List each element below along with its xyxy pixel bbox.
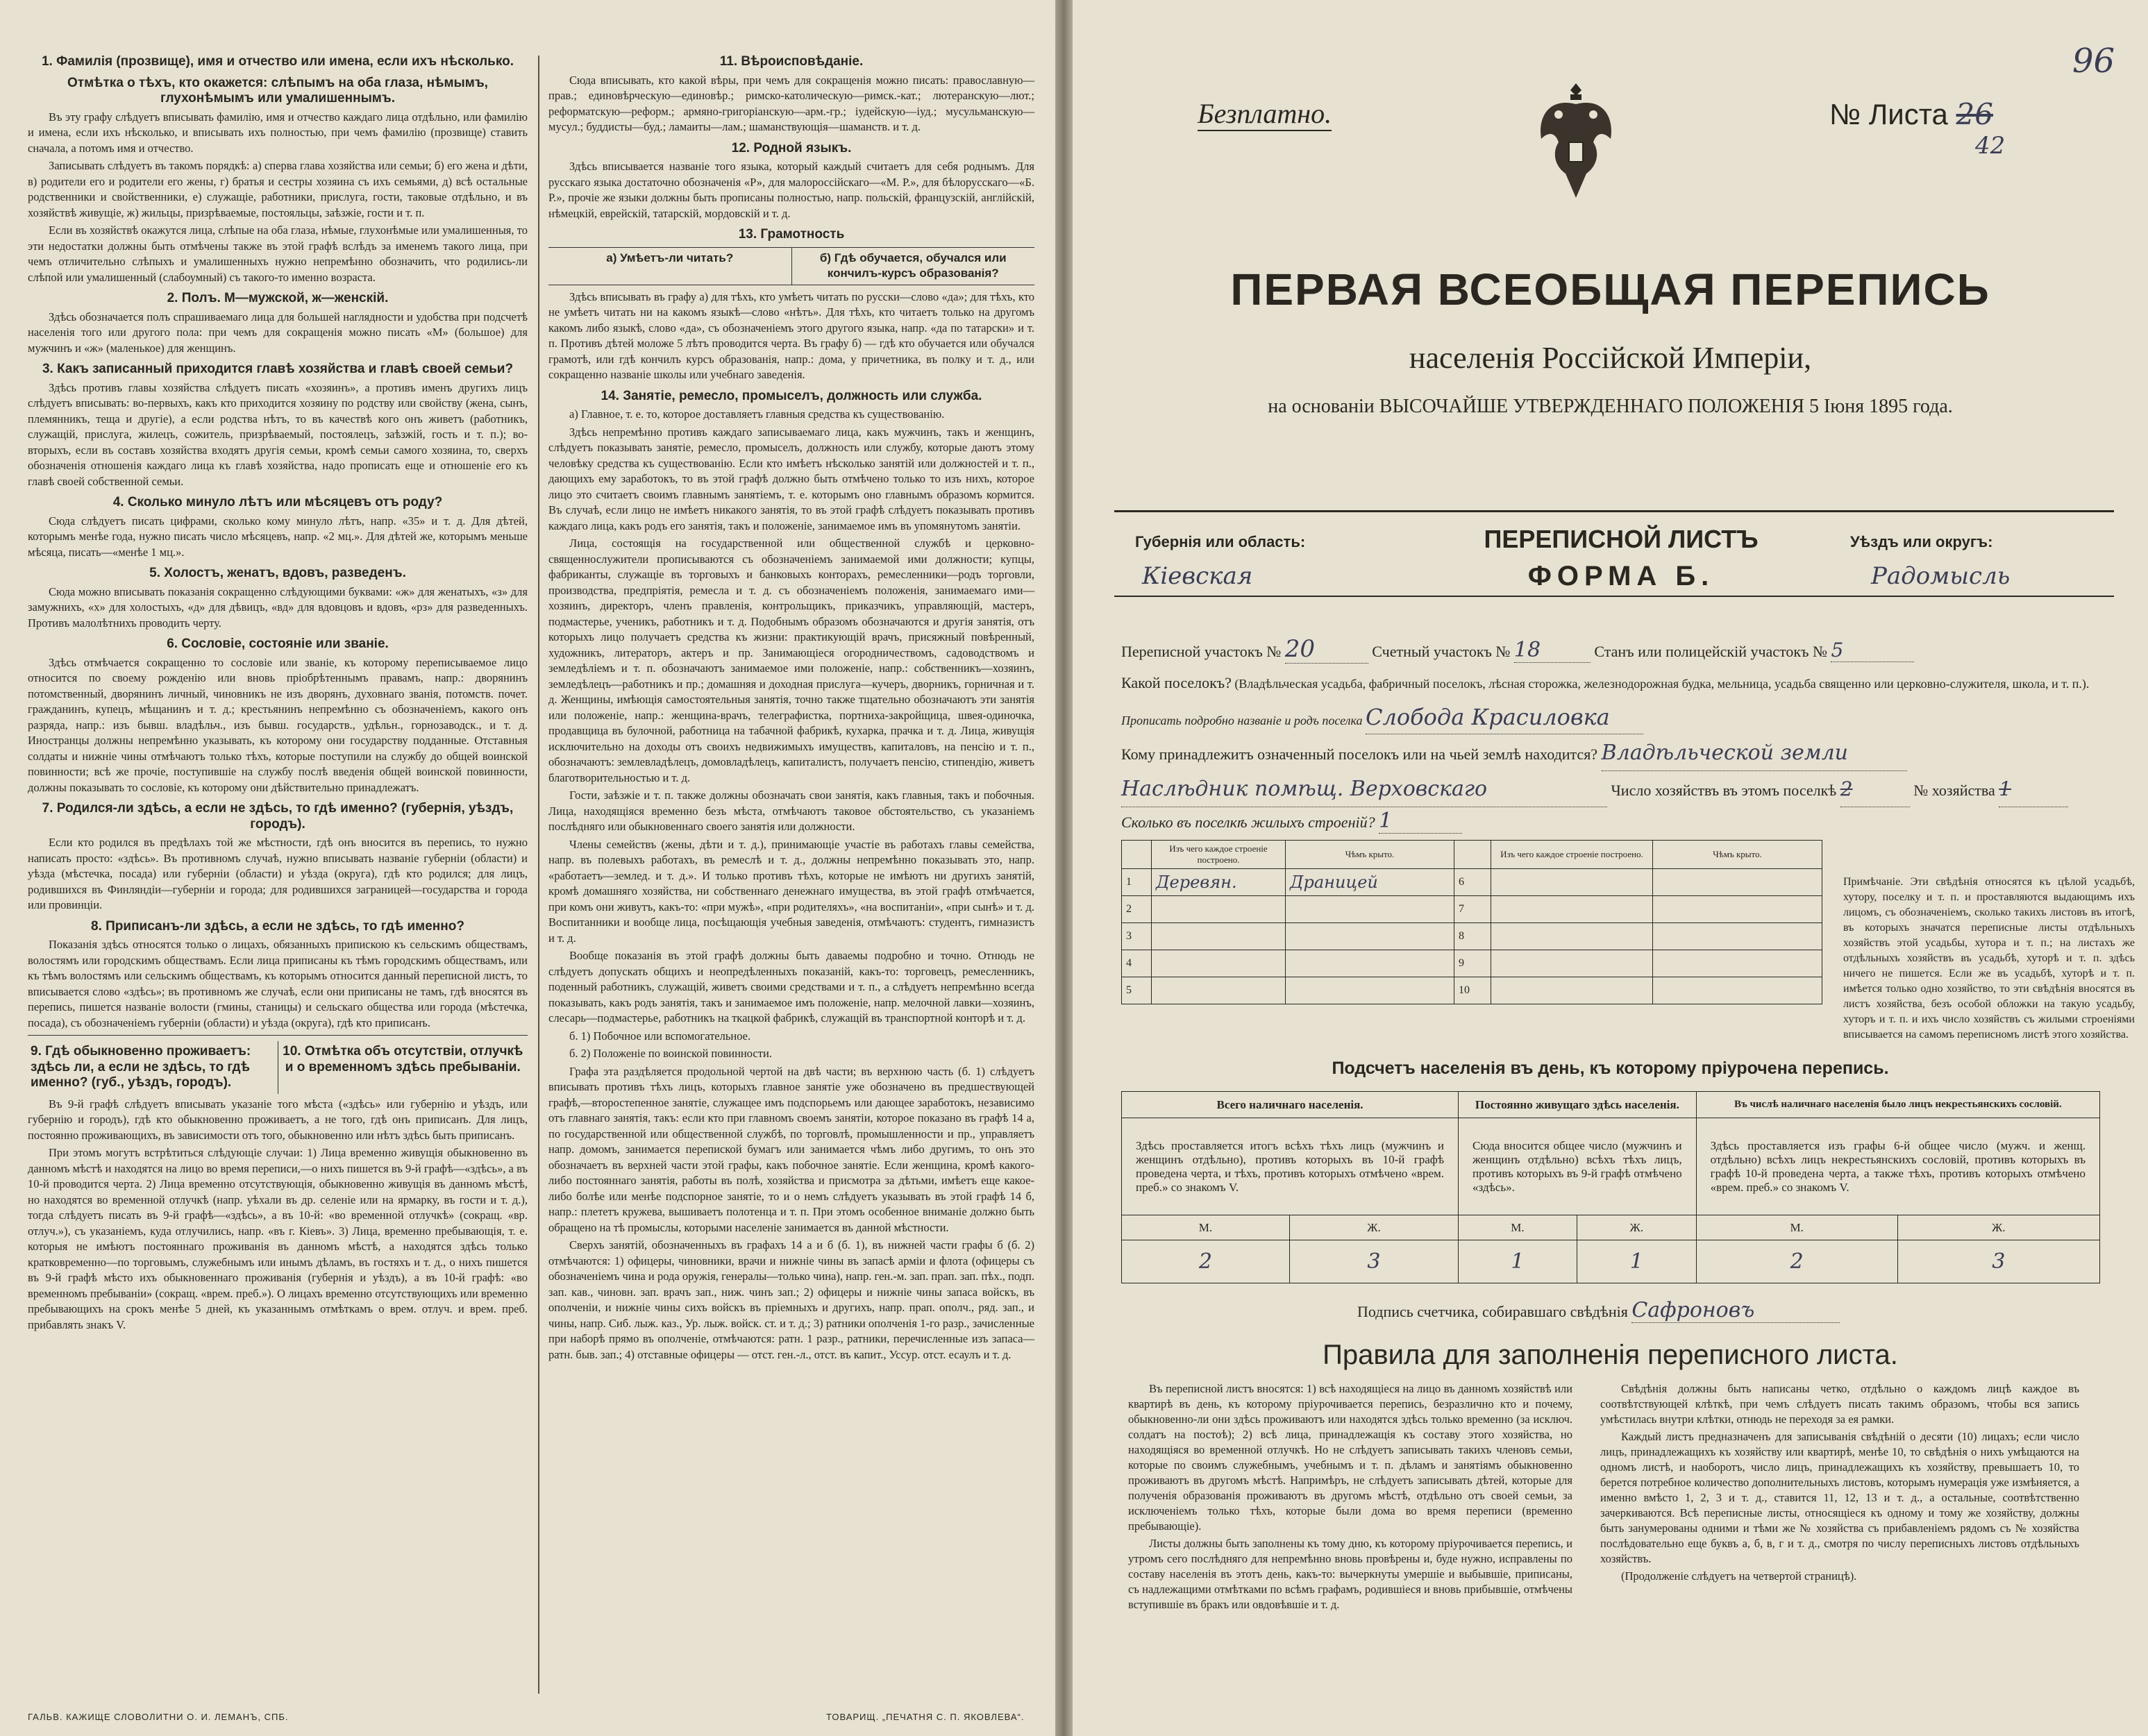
population-count-table xyxy=(1121,1091,2100,1283)
paragraph: Сюда можно вписывать показанія сокращенно слѣдующими буквами: «ж» для женатыхъ, «з» для замужнихъ, «х» для холостыхъ, «д» для дѣвицъ, «вд» для вдовцовъ и вдовъ, «рз» для разведенныхъ. Противъ малолѣтнихъ проводить черту. xyxy=(28,584,528,630)
building-material xyxy=(1152,977,1286,1004)
sheet-number-label: № Листа xyxy=(1829,98,1948,130)
rules-paragraph: Въ переписной листъ вносятся: 1) всѣ находящіеся на лицо въ данномъ хозяйствѣ или квартирѣ въ день, къ которому пріурочивается перепись, безразлично кто и почему, обыкновенно-ли они здѣсь проживаютъ или находятся здѣсь только временно (за исключ. солдатъ на постоѣ); 2) всѣ лица, принадлежащія къ составу этого хозяйства, но находящіяся во временной отлучкѣ. Но не слѣдуетъ записывать такихъ членовъ семьи, которые по своимъ служебнымъ, учебнымъ и т. п. дѣламъ и занятіямъ обыкновенно проживаютъ въ другомъ мѣстѣ. Напримѣръ, не слѣдуетъ записывать дѣтей, которые для полученія образованія проживаютъ въ другомъ мѣстѣ, отдѣльно отъ своей семьи, за исключеніемъ только тѣхъ, которые были дома во время переписи (временно пребывающіе). xyxy=(1128,1382,1572,1533)
count-text-total: Здѣсь проставляется итогъ всѣхъ тѣхъ лицъ (мужчинъ и женщинъ отдѣльно), противъ которыхъ въ 10-й графѣ проведена черта, и тѣхъ, противъ которыхъ отмѣчено «врем. преб.» со знакомъ V. xyxy=(1122,1118,1459,1215)
paragraph: Въ эту графу слѣдуетъ вписывать фамилію, имя и отчество каждаго лица отдѣльно, или фамилію и имена, если ихъ нѣсколько, и вписывать ихъ полностью, при чемъ фамилію (прозвище) ставить сначала, а потомъ имя и отчество. xyxy=(28,110,528,155)
hoz-no-label: № хозяйства xyxy=(1913,782,1995,799)
count-head-permanent: Постоянно живущаго здѣсь населенія. xyxy=(1459,1092,1697,1118)
hoz-count-value: 2 xyxy=(1840,772,1910,807)
rules-paragraph: Каждый листъ предназначенъ для записыванія свѣдѣній о десяти (10) лицахъ; если число лицъ, принадлежащихъ къ хозяйству или квартирѣ, менѣе 10, то свѣдѣнія о нихъ умѣщаются на одномъ листѣ, и наоборотъ, число лицъ, принадлежащихъ къ хозяйству, превышаетъ 10, то берется потребное количество дополнительныхъ листовъ, которымъ нумерація уже измѣняется, а именно вмѣсто 1, 2, 3 и т. д., ставится 11, 12, 13 и т. д., а остальные, соотвѣтственно зачеркиваются. Всѣ переписные листы, относящіеся къ одному и тому же хозяйству, должны быть занумерованы одними и тѣми же № хозяйства съ прибавленіемъ рядомъ съ № хозяйства послѣдовательно еще буквъ а, б, в, г и т. д., смотря по числу переписныхъ листовъ отдѣльныхъ хозяйствъ. xyxy=(1600,1430,2079,1565)
double-headed-eagle-emblem xyxy=(1534,76,1618,215)
rules-column-1 xyxy=(1128,1381,1572,1615)
instructions-column-2 xyxy=(548,49,1034,1365)
roof-header: Чѣмъ крыто. xyxy=(1286,841,1454,869)
buildings-line xyxy=(1121,809,1462,834)
paragraph: Записывать слѣдуетъ въ такомъ порядкѣ: а) сперва глава хозяйства или семьи; б) его жена и дѣти, в) родители его и родители его жены, г) братья и сестры хозяина съ ихъ семьями, д) всѣ остальные родственники и свойственники, е) служащіе, работники, прислуга, гости, таковые отдѣльно, и въ хозяйствѣ живущіе, ж) жильцы, призрѣваемые, постояльцы, заѣзжіе, гости и т. п. xyxy=(28,159,528,219)
building-material-header: Изъ чего каждое строеніе построено. xyxy=(1491,841,1653,869)
paragraph: б. 1) Побочное или вспомогательное. xyxy=(569,1029,751,1043)
paragraph: Здѣсь вписывать въ графу а) для тѣхъ, кто умѣетъ читать по русски—слово «да»; для тѣхъ, кто не умѣетъ читать ни на какомъ языкѣ—слово «нѣтъ». Для тѣхъ, кто читаетъ только на другомъ какомъ либо языкѣ, слово «да», съ обозначеніемъ этого другого языка, напр. «да по татарски» и т. п. Противъ дѣтей моложе 5 лѣтъ проводится черта. Въ графу б) — гдѣ кто обучается или обучался грамотѣ, или гдѣ кончилъ курсъ образованія, напр.: дома, у причетника, въ полку и т. д., или сокращенно названіе школы или учебнаго заведенія. xyxy=(548,289,1034,381)
building-material-header: Изъ чего каждое строеніе построено. xyxy=(1152,841,1286,869)
book-gutter xyxy=(1055,0,1073,1736)
signature-value: Сафроновъ xyxy=(1631,1298,1840,1323)
building-number: 3 xyxy=(1122,923,1152,950)
section-heading: 6. Сословіе, состояніе или званіе. xyxy=(167,637,389,651)
section-heading: 7. Родился-ли здѣсь, а если не здѣсь, то гдѣ именно? (губернія, уѣздъ, городъ). xyxy=(42,801,514,832)
signature-label: Подпись счетчика, собиравшаго свѣдѣнія xyxy=(1357,1303,1628,1320)
literacy-a-heading: а) Умѣетъ-ли читать? xyxy=(548,248,792,285)
paragraph: Гости, заѣзжіе и т. п. также должны обозначать свои занятія, какъ главныя, такъ и побочныя. Лица, находящіяся временно безъ мѣста, отмѣчаютъ таковое обстоятельство, съ указаніемъ послѣдняго или обыкновеннаго своего занятія или должности. xyxy=(548,789,1034,833)
free-label: Безплатно. xyxy=(1198,97,1332,131)
building-roof xyxy=(1286,950,1454,977)
building-roof xyxy=(1286,896,1454,923)
enumerator-signature-line xyxy=(1357,1298,1840,1323)
building-material xyxy=(1152,923,1286,950)
census-subtitle: населенія Россійской Имперіи, xyxy=(1409,341,1812,375)
section-heading: 2. Полъ. М—мужской, ж—женскій. xyxy=(167,291,389,305)
owner-value-2: Наслѣдник помѣщ. Верховскаго xyxy=(1121,772,1607,807)
paragraph: а) Главное, т. е. то, которое доставляетъ главныя средства къ существованію. xyxy=(569,407,945,421)
poselok-hint-2: Прописать подробно названіе и родъ поселка xyxy=(1121,714,1363,727)
rules-paragraph: Свѣдѣнія должны быть написаны четко, отдѣльно о каждомъ лицѣ каждое въ соотвѣтствующей клѣткѣ, при чемъ слѣдуетъ писать такимъ образомъ, чтобы вся запись умѣстилась внутри клѣтки, отнюдь не переходя за ея рамки. xyxy=(1600,1382,2079,1426)
building-roof xyxy=(1286,977,1454,1004)
building-material xyxy=(1152,896,1286,923)
hoz-no-value: 1 xyxy=(1999,772,2068,807)
building-number: 9 xyxy=(1454,950,1491,977)
literacy-b-heading: б) Гдѣ обучается, обучался или кончилъ-курсъ образованія? xyxy=(819,251,1007,280)
paragraph: Здѣсь обозначается полъ спрашиваемаго лица для большей наглядности и удобства при подсчетѣ населенія того или другого пола: при чемъ для сокращенія можно писать «М» (большое) для мужчинъ и «ж» (маленькое) для женщинъ. xyxy=(28,310,528,355)
table-corner xyxy=(1454,841,1491,869)
building-number: 10 xyxy=(1454,977,1491,1004)
rules-title: Правила для заполненія переписного листа. xyxy=(1323,1340,1898,1370)
poselok-value: Слобода Красиловка xyxy=(1366,700,1643,734)
count-nonpeasant-zh: 3 xyxy=(1897,1240,2099,1283)
section-heading: 8. Приписанъ-ли здѣсь, а если не здѣсь, то гдѣ именно? xyxy=(91,918,464,934)
building-row xyxy=(1122,869,1822,896)
section-heading: 4. Сколько минуло лѣтъ или мѣсяцевъ отъ роду? xyxy=(112,495,443,509)
population-count-title: Подсчетъ населенія въ день, къ которому пріурочена перепись. xyxy=(1332,1059,1889,1078)
building-row xyxy=(1122,977,1822,1004)
uchastok-label: Переписной участокъ № xyxy=(1121,643,1282,660)
form-code: ФОРМА Б. xyxy=(1527,561,1715,591)
instructions-column-1 xyxy=(28,49,528,1335)
count-zh-label: Ж. xyxy=(1897,1215,2099,1240)
count-m-label: М. xyxy=(1122,1215,1290,1240)
buildings-note: Примѣчаніе. Эти свѣдѣнія относятся къ цѣлой усадьбѣ, хутору, поселку и т. п. и проставляются выдающимъ ихъ лицомъ, съ обозначеніемъ, сколько такихъ листовъ въ итогѣ, въ которыхъ значатся переписные листы отдѣльныхъ хозяйствъ этой усадьбы, хутора и т. п.; на листахъ же отдѣльныхъ хозяйствъ въ усадьбѣ, хуторѣ и т. п. здѣсь ничего не пишется. Если же въ усадьбѣ, хуторѣ и т. п. имѣется только одно хозяйство, то эти свѣдѣнія вносятся въ листъ хозяйства, безъ особой обложки на такую усадьбу, хуторъ и т. п. и ихъ число хозяйствъ съ жилыми строеніями вписывается на самомъ переписномъ листѣ этого хозяйства. xyxy=(1843,876,2135,1040)
paragraph: Если въ хозяйствѣ окажутся лица, слѣпые на оба глаза, нѣмые, глухонѣмые или умалишенныя, то эти недостатки должны быть отмѣчены также въ этой графѣ вслѣдъ за именемъ такого лица, при чемъ отличительно слѣпыхъ и умалишенныхъ нужно непремѣнно обозначить, что родились-ли слѣпой или умалишенный (слабоумный) съ такого-то именно возраста. xyxy=(28,224,528,284)
section-heading: 11. Вѣроисповѣданіе. xyxy=(719,54,864,69)
building-number: 4 xyxy=(1122,950,1152,977)
section-heading: 13. Грамотность xyxy=(738,227,845,242)
building-material xyxy=(1491,896,1653,923)
paragraph: Вообще показанія въ этой графѣ должны быть даваемы подробно и точно. Отнюдь не слѣдуетъ допускать общихъ и неопредѣленныхъ показаній, какъ-то: торговецъ, ремесленникъ, поденный работникъ, служащій, живетъ своими средствами и т. п., а слѣдуетъ непремѣнно всегда показывать, какъ родъ занятія, такъ и занимаемое имъ положеніе, напр. мелочной лавки—хозяинъ, слесарь—подмастерье, работникъ на ткацкой фабрикѣ, служащій въ транспортной конторѣ и т. д. xyxy=(548,949,1034,1025)
poselok-label: Какой поселокъ? xyxy=(1121,674,1232,691)
building-row xyxy=(1122,923,1822,950)
building-material xyxy=(1491,869,1653,896)
section-heading: 5. Холостъ, женатъ, вдовъ, разведенъ. xyxy=(149,566,406,580)
census-basis: на основаніи ВЫСОЧАЙШЕ УТВЕРЖДЕННАГО ПОЛОЖЕНІЯ 5 Іюня 1895 года. xyxy=(1268,396,1953,417)
residence-absence-headings xyxy=(28,1035,528,1097)
building-roof xyxy=(1286,923,1454,950)
imprint-right: ТОВАРИЩ. „ПЕЧАТНЯ С. П. ЯКОВЛЕВА“. xyxy=(826,1712,1025,1722)
roof-header: Чѣмъ крыто. xyxy=(1653,841,1822,869)
section-heading: 14. Занятіе, ремесло, промыселъ, должность или служба. xyxy=(601,388,982,403)
buildings-table xyxy=(1121,840,1822,1004)
paragraph: Здѣсь непремѣнно противъ каждаго записываемаго лица, какъ мужчинъ, такъ и женщинъ, слѣдуетъ показывать занятіе, ремесло, промыселъ, должность или службу, которые даютъ этому человѣку средства къ существованію. Если кто имѣетъ нѣсколько занятій или должностей и т. п., дающихъ ему заработокъ, то въ этой графѣ должно быть отмѣчено только то изъ нихъ, которое лицо это считаетъ своимъ главнымъ занятіемъ, т. е. которымъ оно главнымъ образомъ кормится. Въ случаѣ, если лицо не имѣетъ никакого занятія, то въ этой графѣ слѣдуетъ показывать противъ каждаго лица, какъ родъ его занятія, такъ и положеніе, занимаемое имъ въ упомянутомъ занятіи. xyxy=(548,425,1034,532)
building-roof: Драницей xyxy=(1286,869,1454,896)
column-divider xyxy=(538,56,539,1694)
count-m-label: М. xyxy=(1696,1215,1897,1240)
rules-paragraph: (Продолженіе слѣдуетъ на четвертой страницѣ). xyxy=(1621,1569,1857,1583)
paragraph: б. 2) Положеніе по воинской повинности. xyxy=(569,1047,772,1060)
owner-label: Кому принадлежитъ означенный поселокъ или на чьей землѣ находится? xyxy=(1121,745,1598,763)
building-roof xyxy=(1653,869,1822,896)
form-header-box xyxy=(1114,510,2114,597)
gubernia-label: Губернія или область: xyxy=(1135,533,1306,550)
residence-heading: 9. Гдѣ обыкновенно проживаетъ: здѣсь ли, а если не здѣсь, то гдѣ именно? (губ., уѣздъ, городъ). xyxy=(28,1041,278,1094)
count-permanent-m: 1 xyxy=(1459,1240,1577,1283)
building-material xyxy=(1491,977,1653,1004)
uchastok-line xyxy=(1121,635,1914,664)
uchastok-value: 20 xyxy=(1285,635,1368,664)
count-zh-label: Ж. xyxy=(1577,1215,1696,1240)
sheet-number-handwritten: 26 xyxy=(1956,97,1993,131)
count-head-nonpeasant: Въ числѣ наличнаго населенія было лицъ некрестьянскихъ сословій. xyxy=(1696,1092,2099,1118)
gubernia-value: Кіевская xyxy=(1142,562,1253,590)
building-number: 7 xyxy=(1454,896,1491,923)
count-m-label: М. xyxy=(1459,1215,1577,1240)
building-row xyxy=(1122,950,1822,977)
building-row xyxy=(1122,896,1822,923)
sheet-number xyxy=(1829,97,2006,160)
buildings-value: 1 xyxy=(1379,809,1462,834)
imprint-left: ГАЛЬВ. КАЖИЩЕ СЛОВОЛИТНИ О. И. ЛЕМАНЪ, СПБ. xyxy=(28,1712,289,1722)
paragraph: Сюда вписывать, кто какой вѣры, при чемъ для сокращенія можно писать: православную—прав.; единовѣрческую—единовѣр.; римско-католическую—римск.-кат.; лютеранскую—лют.; реформатскую—реформ.; армяно-григоріанскую—арм.-гр.; іудейскую—іуд.; мусульманскую—мусул.; буддисты—буд.; ламаиты—лам.; шаманствующія—шаманств. и т. д. xyxy=(548,73,1034,133)
section-heading: Отмѣтка о тѣхъ, кто окажется: слѣпымъ на оба глаза, нѣмымъ, глухонѣмымъ или умалишеннымъ. xyxy=(67,75,488,106)
building-roof xyxy=(1653,923,1822,950)
section-heading: 1. Фамилія (прозвище), имя и отчество или имена, если ихъ нѣсколько. xyxy=(41,54,514,69)
building-number: 1 xyxy=(1122,869,1152,896)
paragraph: Здѣсь вписывается названіе того языка, который каждый считаетъ для себя роднымъ. Для русскаго языка достаточно обозначенія «Р», для малороссійскаго—«М. Р.», для бѣлорусскаго—«Б. Р.», прочіе же языки должны быть прописаны полностью, напр. польскій, французскій, англійскій, нѣмецкій, еврейскій, татарскій, мордовскій и т. д. xyxy=(548,160,1034,220)
paragraph: Члены семействъ (жены, дѣти и т. д.), принимающіе участіе въ работахъ главы семейства, напр. въ полевыхъ работахъ, въ ремеслѣ и т. д., должны непремѣнно показывать это, напр. «работаетъ—землед. и т. д.». И только противъ тѣхъ, которые не имѣютъ ни другихъ занятій, кромѣ домашняго хозяйства, ни собственнаго денежнаго имущества, въ этой графѣ отмѣчается, при комъ они живутъ, какъ-то: «при мужѣ», «при родителяхъ», «на воспитаніи», «при сынѣ» и т. д. Воспитанники и вообще лица, посѣщающія учебныя заведенія, отмѣчаютъ: студентъ, гимназистъ и т. д. xyxy=(548,837,1034,945)
count-permanent-zh: 1 xyxy=(1577,1240,1696,1283)
left-page xyxy=(0,0,1055,1736)
paragraph: Показанія здѣсь относятся только о лицахъ, обязанныхъ припискою къ сельскимъ обществамъ, волостямъ или городскимъ обществамъ. Если лица приписаны къ тѣмъ городскимъ обществамъ, или къ тѣмъ волостямъ или сельскимъ обществамъ, къ которымъ относится данный переписной листъ, то вписывается слово «здѣсь»; въ противномъ же случаѣ, если они приписаны не тамъ, гдѣ вносятся въ перепись, пишется названіе волости (гмины, станицы) и сельскаго общества или города (мѣстечка, посада), съ обозначеніемъ губерніи (области) и уѣзда (округа), гдѣ кто приписанъ. xyxy=(28,938,528,1029)
poselok-hint: (Владѣльческая усадьба, фабричный поселокъ, лѣсная сторожка, железнодорожная будка, мельница, усадьба священно или церковно-служителя, школа, и т. п.). xyxy=(1234,677,2090,691)
owner-block xyxy=(1121,736,2121,808)
rules-column-2 xyxy=(1600,1381,2079,1586)
building-number: 6 xyxy=(1454,869,1491,896)
census-title: ПЕРВАЯ ВСЕОБЩАЯ ПЕРЕПИСЬ xyxy=(1230,264,1990,314)
paragraph: Лица, состоящія на государственной или общественной службѣ и церковно-священнослужители прописываются съ обозначеніемъ занимаемой ими должности; купцы, фабриканты, служащіе въ торговыхъ и банковыхъ конторахъ, ремесленники—родъ торговли, производства, предпріятія, ремесла и т. д. съ обозначеніемъ положенія, занимаемаго ими—хозяинъ, директоръ, членъ правленія, контрольщикъ, приказчикъ, управляющій, мастеръ, подмастерье, ученикъ, работникъ и т. д. Подобнымъ образомъ обозначаются и другія занятія, отъ которыхъ лицо получаетъ средства къ жизни: практикующій врачъ, присяжный повѣренный, художникъ, литераторъ, актеръ и пр. Занимающіеся огородничествомъ, садоводствомъ и земледѣліемъ и т. п. обозначаютъ занимаемое ими положеніе, напр.: собственникъ—хозяинъ, земледѣлецъ—работникъ и пр.; домашняя и доходная прислуга—кучеръ, дворникъ, горничная и т. д. Женщины, имѣющія самостоятельныя занятія, точно также тщательно обозначаютъ эти занятія или положеніе, напр.: женщина-врачъ, телеграфистка, портниха-закройщица, швея-одиночка, продавщица въ булочной, работница на табачной фабрикѣ, кухарка, прачка и т. д. Лица, живущія исключительно на доходы отъ своихъ недвижимыхъ имуществъ, капиталовъ, на пенсію и т. п., обозначаютъ: землевладѣлецъ, домовладѣлецъ, капиталистъ, получаетъ пенсію, стипендію, живетъ благотворительностью и т. д. xyxy=(548,537,1034,784)
count-nonpeasant-m: 2 xyxy=(1696,1240,1897,1283)
building-number: 5 xyxy=(1122,977,1152,1004)
paragraph: Здѣсь противъ главы хозяйства слѣдуетъ писать «хозяинъ», а противъ именъ другихъ лицъ слѣдуетъ вписывать: во-первыхъ, какъ кто приходится хозяину по родству или свойству (жена, сынъ, племянникъ, теща и другіе), а если родства нѣтъ, то въ качествѣ кого онъ живетъ (работникъ, служащій, прислуга, жилецъ, сожитель, призрѣваемый, постоялецъ, заѣзжій, гость и т. п.); во-вторыхъ, если въ составъ хозяйства входятъ другія семьи, кромѣ семьи самого хозяина, то, сверхъ обозначенія отношенія каждаго лица къ главѣ хозяйства, надо прописать еще и отношеніе его къ главѣ своей собственной семьи. xyxy=(28,380,528,488)
section-heading: 3. Какъ записанный приходится главѣ хозяйства и главѣ своей семьи? xyxy=(42,362,514,376)
owner-value-1: Владѣльческой земли xyxy=(1602,736,1907,771)
building-number: 8 xyxy=(1454,923,1491,950)
count-total-m: 2 xyxy=(1122,1240,1290,1283)
building-material: Деревян. xyxy=(1152,869,1286,896)
count-head-total: Всего наличнаго населенія. xyxy=(1122,1092,1459,1118)
uezd-label: Уѣздъ или округъ: xyxy=(1850,533,1993,550)
buildings-label: Сколько въ поселкѣ жилыхъ строеній? xyxy=(1121,814,1375,831)
count-text-permanent: Сюда вносится общее число (мужчинъ и женщинъ отдѣльно) всѣхъ тѣхъ лицъ, противъ которыхъ въ 9-й графѣ отмѣчено «здѣсь». xyxy=(1459,1118,1697,1215)
corner-archive-number: 96 xyxy=(2072,42,2115,81)
rules-paragraph: Листы должны быть заполнены къ тому дню, къ которому пріурочивается перепись, и утромъ сего послѣдняго для непремѣнно вновь провѣрены и, буде нужно, исправлены по составу населенія въ этотъ день, какъ-то: вычеркнуты умершіе и выбывшіе, приписаны, съ надлежащими отмѣтками по всѣмъ графамъ, родившіеся и вновь прибывшіе, отмѣчены вступившіе въ бракъ или овдовѣвшіе и т. д. xyxy=(1128,1537,1572,1611)
absence-heading: 10. Отмѣтка объ отсутствіи, отлучкѣ и о временномъ здѣсь пребываніи. xyxy=(283,1044,523,1075)
uezd-value: Радомысль xyxy=(1871,562,2011,590)
sheet-number-handwritten-2: 42 xyxy=(1975,132,2006,160)
building-material xyxy=(1152,950,1286,977)
form-title: ПЕРЕПИСНОЙ ЛИСТЪ xyxy=(1484,525,1759,553)
paragraph: Сверхъ занятій, обозначенныхъ въ графахъ 14 а и б (б. 1), въ нижней части графы б (б. 2) отмѣчаются: 1) офицеры, чиновники, врачи и нижніе чины въ запасѣ арміи и флота (офицеры съ обозначеніемъ чина и рода оружія, генералы—только чина), напр. ген.-м. зап. прап. зап. пѣх., подп. зап. кав., чиновн. зап. врачъ зап., ниж. чинъ зап.; 2) офицеры и нижніе чины запаса войскъ, въ ополченіи, и нижніе чины сихъ войскъ въ пріемныхъ и другихъ, напр. прап. ополч., ряд. зап., и чины, напр. Сиб. лыж. каз., Ур. лыж. войск. ст. и т. д.; 3) ратники ополченія 1-го разр., зачисленные при наборѣ прямо въ ополченіе, отмѣчаются: ратн. 1 разр., ратники, перечисленные изъ запаса—ратн. быв. зап.; 4) отставные офицеры — отст. ген.-л., отст. въ капит., Уссур. отст. есаулъ и т. д. xyxy=(548,1238,1034,1361)
paragraph: Здѣсь отмѣчается сокращенно то сословіе или званіе, къ которому переписываемое лицо относится по своему рожденію или вновь пріобрѣтеннымъ правамъ, напр.: дворянинъ потомственный, дворянинъ личный, чиновникъ не изъ дворянъ, духовнаго званія, потомств. почет. гражданинъ, купецъ, мѣщанинъ и т. д.; крестьянинъ непремѣнно съ обозначеніемъ, какого онъ разряда, напр.: изъ бывш. владѣльч., изъ бывш. государств., удѣльн., горнозаводск., и т. д. Иностранцы должны непремѣнно указывать, къ которому они государству подданные. Отставныя солдаты и нижніе чины отмѣчаютъ только тѣхъ, которые поступили на службу до общей воинской повинности; всѣ же прочіе, поступившіе на службу послѣ введенія общей воинской повинности, должны показывать то сословіе, къ которому они дѣйствительно принадлежатъ. xyxy=(28,655,528,794)
count-zh-label: Ж. xyxy=(1289,1215,1458,1240)
right-page xyxy=(1073,0,2148,1736)
stan-value: 5 xyxy=(1831,639,1914,662)
paragraph: Сюда слѣдуетъ писать цифрами, сколько кому минуло лѣтъ, напр. «35» и т. д. Для дѣтей, которымъ менѣе года, нужно писать число мѣсяцевъ, напр. «2 мц.». Для дѣтей же, которымъ меньше мѣсяца, писать—«менѣе 1 мц.». xyxy=(28,514,528,559)
building-roof xyxy=(1653,950,1822,977)
schetny-label: Счетный участокъ № xyxy=(1372,643,1511,660)
building-number: 2 xyxy=(1122,896,1152,923)
paragraph: Графа эта раздѣляется продольной чертой на двѣ части; въ верхнюю часть (б. 1) слѣдуетъ вписывать противъ тѣхъ лицъ, которыхъ главное занятіе уже обозначено въ предшествующей графѣ,—второстепенное занятіе, служащее имъ подспорьемъ или дающее заработокъ, независимо отъ главнаго занятія, такъ: если кто при главномъ своемъ занятіи, которое показано въ графѣ 14 а, по государственной или общественной службѣ, по торговлѣ, промышленности и пр., управляетъ напр. домомъ, занимается перепиской бумагъ или занимается чѣмъ либо другимъ, то онъ это обозначаетъ въ верхней части этой графы, какъ побочное занятіе. Если женщина, кромѣ какого-либо постояннаго занятія, работы въ полѣ, хозяйства и присмотра за дѣтьми, имѣетъ еще какое-либо болѣе или менѣе подспорное занятіе, то и о немъ слѣдуетъ указывать въ этой графѣ 14 б, напр.: плететъ кружева, вышиваетъ полотенца и т. п. При этомъ особенное вниманіе должно быть обращено на тѣ промыслы, которыми населеніе занимается въ данной мѣстности. xyxy=(548,1064,1034,1234)
building-material xyxy=(1491,950,1653,977)
hoz-count-label: Число хозяйствъ въ этомъ поселкѣ xyxy=(1611,782,1837,799)
poselok-block xyxy=(1121,666,2121,737)
schetny-value: 18 xyxy=(1514,638,1591,663)
building-material xyxy=(1491,923,1653,950)
literacy-subheadings xyxy=(548,247,1034,285)
count-text-nonpeasant: Здѣсь проставляется изъ графы 6-й общее число (мужч. и женщ. отдѣльно) всѣхъ лицъ некрестьянскихъ сословій, противъ которыхъ въ графѣ 10-й проведена черта, а также тѣхъ, противъ которыхъ отмѣчено «врем. преб.» со знакомъ V. xyxy=(1696,1118,2099,1215)
building-roof xyxy=(1653,896,1822,923)
paragraph: Если кто родился въ предѣлахъ той же мѣстности, гдѣ онъ вносится въ перепись, то нужно написать просто: «здѣсь». Въ противномъ случаѣ, нужно вписывать названіе губерніи (области) и уѣзда (мѣстечка, посада) или губерніи (области) и уѣзда (округа), гдѣ кто родился; для лицъ, родившихся въ Финляндіи—губерніи и города; для родившихся заграницей—государства и города или провинціи. xyxy=(28,836,528,911)
count-total-zh: 3 xyxy=(1289,1240,1458,1283)
paragraph: Въ 9-й графѣ слѣдуетъ вписывать указаніе того мѣста («здѣсь» или губернію и уѣздъ, или губернію и городъ), гдѣ кто обыкновенно проживаетъ, а не того, гдѣ онъ приписанъ. Для лицъ, постоянно проживающихъ, въ зависимости отъ того, обыкновенно или нѣтъ здѣсь быть приписанъ. xyxy=(28,1097,528,1142)
stan-label: Станъ или полицейскій участокъ № xyxy=(1594,643,1827,660)
section-heading: 12. Родной языкъ. xyxy=(731,140,852,155)
building-roof xyxy=(1653,977,1822,1004)
paragraph: При этомъ могутъ встрѣтиться слѣдующіе случаи: 1) Лица временно живущія обыкновенно въ данномъ мѣстѣ и находятся на лицо во время переписи,—о нихъ пишется въ 9-й графѣ—«здѣсь», а въ 10-й проводится черта. 2) Лица временно отсутствующія, обыкновенно живущія въ данномъ мѣстѣ, но находятся во временной отлучкѣ (напр. уѣхали въ др. селеніе или на ярмарку, въ гости и т. д.), тогда слѣдуетъ писать въ 9-й графѣ—«здѣсь», а въ 10-й: «во временной отлучкѣ» (сокращ. «вр. отлуч.»), съ указаніемъ, куда отлучились, напр. «въ г. Кіевъ». 3) Лица, временно пребывающія, т. е. которыя не имѣютъ постояннаго проживанія въ данномъ мѣстѣ, а находятся здѣсь только кратковременно—по торговымъ, служебнымъ или инымъ дѣламъ, въ гостяхъ и т. д., о нихъ пишется въ 9-й графѣ мѣсто ихъ обыкновеннаго проживанія (губернія и уѣздъ), а въ 10-й графѣ: «во временномъ пребываніи» (сокращ. «врем. преб.»). О лицахъ временно отсутствующихъ или временно пребывающихъ на срокъ менѣе 5 дней, къ указаннымъ отмѣткамъ о врем. отлуч. и врем. преб. прибавлять знакъ V. xyxy=(28,1146,528,1331)
table-corner xyxy=(1122,841,1152,869)
